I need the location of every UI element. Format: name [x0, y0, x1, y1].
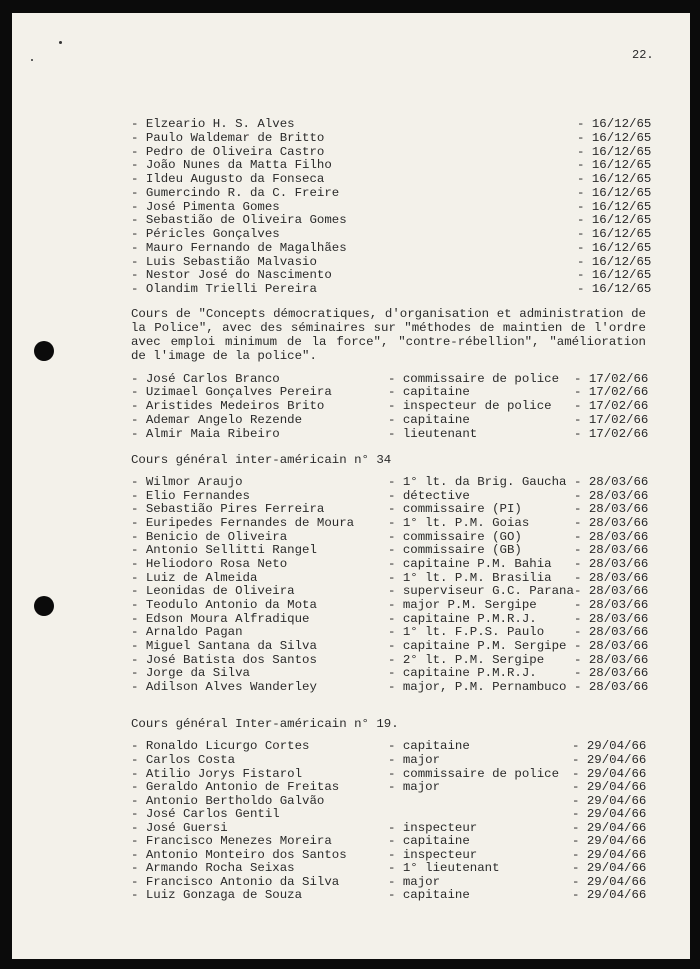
- entry-date: - 28/03/66: [574, 653, 649, 667]
- entry-role: - 2° lt. P.M. Sergipe: [388, 653, 545, 667]
- entry-role: - capitaine: [388, 888, 470, 902]
- entry-role: - capitaine: [388, 834, 470, 848]
- entry-name: - Ademar Angelo Rezende: [131, 413, 303, 427]
- entry-date: - 28/03/66: [574, 584, 649, 598]
- entry-date: - 16/12/65: [577, 172, 652, 186]
- entry-name: - Pedro de Oliveira Castro: [131, 145, 325, 159]
- entry-name: - Péricles Gonçalves: [131, 227, 280, 241]
- entry-date: - 28/03/66: [574, 680, 649, 694]
- page-number: 22.: [632, 48, 654, 62]
- entry-name: - Antonio Monteiro dos Santos: [131, 848, 347, 862]
- entry-date: - 28/03/66: [574, 666, 649, 680]
- entry-date: - 16/12/65: [577, 241, 652, 255]
- entry-role: - détective: [388, 489, 470, 503]
- entry-role: - commissaire de police: [388, 372, 560, 386]
- paper-speck: [31, 59, 33, 61]
- entry-name: - Carlos Costa: [131, 753, 236, 767]
- entry-name: - Francisco Antonio da Silva: [131, 875, 340, 889]
- entry-role: - inspecteur: [388, 821, 478, 835]
- entry-role: - 1° lieutenant: [388, 861, 500, 875]
- entry-date: - 29/04/66: [572, 875, 647, 889]
- entry-date: - 16/12/65: [577, 131, 652, 145]
- entry-name: - José Batista dos Santos: [131, 653, 317, 667]
- entry-date: - 28/03/66: [574, 502, 649, 516]
- entry-role: - inspecteur de police: [388, 399, 552, 413]
- entry-name: - Nestor José do Nascimento: [131, 268, 332, 282]
- entry-name: - Elzeario H. S. Alves: [131, 117, 295, 131]
- entry-name: - Ronaldo Licurgo Cortes: [131, 739, 310, 753]
- entry-name: - Antonio Bertholdo Galvão: [131, 794, 325, 808]
- entry-name: - José Carlos Branco: [131, 372, 280, 386]
- entry-role: - commissaire (GO): [388, 530, 522, 544]
- entry-name: - Arnaldo Pagan: [131, 625, 243, 639]
- entry-date: - 29/04/66: [572, 807, 647, 821]
- entry-date: - 29/04/66: [572, 834, 647, 848]
- entry-role: - major, P.M. Pernambuco: [388, 680, 567, 694]
- entry-date: - 28/03/66: [574, 516, 649, 530]
- entry-role: - commissaire de police: [388, 767, 560, 781]
- entry-role: - commissaire (PI): [388, 502, 522, 516]
- entry-date: - 16/12/65: [577, 227, 652, 241]
- entry-date: - 29/04/66: [572, 780, 647, 794]
- entry-role: - 1° lt. F.P.S. Paulo: [388, 625, 545, 639]
- entry-date: - 28/03/66: [574, 571, 649, 585]
- entry-role: - superviseur G.C. Parana: [388, 584, 574, 598]
- entry-date: - 28/03/66: [574, 625, 649, 639]
- entry-date: - 16/12/65: [577, 186, 652, 200]
- entry-date: - 29/04/66: [572, 888, 647, 902]
- entry-name: - José Guersi: [131, 821, 228, 835]
- entry-role: - major: [388, 875, 441, 889]
- entry-name: - Edson Moura Alfradique: [131, 612, 310, 626]
- entry-name: - Antonio Sellitti Rangel: [131, 543, 317, 557]
- entry-name: - Sebastião Pires Ferreira: [131, 502, 325, 516]
- entry-name: - Sebastião de Oliveira Gomes: [131, 213, 347, 227]
- entry-name: - Luiz Gonzaga de Souza: [131, 888, 303, 902]
- entry-role: - capitaine: [388, 385, 470, 399]
- entry-date: - 17/02/66: [574, 399, 649, 413]
- entry-date: - 29/04/66: [572, 861, 647, 875]
- entry-name: - João Nunes da Matta Filho: [131, 158, 332, 172]
- entry-name: - Elio Fernandes: [131, 489, 250, 503]
- entry-name: - Luis Sebastião Malvasio: [131, 255, 317, 269]
- entry-date: - 16/12/65: [577, 213, 652, 227]
- entry-date: - 28/03/66: [574, 489, 649, 503]
- entry-role: - capitaine P.M. Sergipe: [388, 639, 567, 653]
- entry-date: - 29/04/66: [572, 794, 647, 808]
- entry-date: - 29/04/66: [572, 753, 647, 767]
- entry-name: - José Carlos Gentil: [131, 807, 280, 821]
- entry-name: - Luiz de Almeida: [131, 571, 258, 585]
- entry-date: - 28/03/66: [574, 475, 649, 489]
- entry-name: - Miguel Santana da Silva: [131, 639, 317, 653]
- entry-date: - 16/12/65: [577, 200, 652, 214]
- entry-date: - 28/03/66: [574, 598, 649, 612]
- entry-name: - Francisco Menezes Moreira: [131, 834, 332, 848]
- entry-name: - Ildeu Augusto da Fonseca: [131, 172, 325, 186]
- entry-name: - Gumercindo R. da C. Freire: [131, 186, 340, 200]
- entry-date: - 17/02/66: [574, 385, 649, 399]
- course-heading: Cours général inter-américain n° 34: [131, 453, 392, 467]
- entry-date: - 28/03/66: [574, 530, 649, 544]
- course-description: Cours de "Concepts démocratiques, d'organisation et administration de la Police", avec des séminaires sur "méthodes de maintien de l'ordre avec emploi minimum de la force", "contre-rébellion", "amélioration de l'image de la police".: [131, 307, 646, 363]
- entry-date: - 16/12/65: [577, 268, 652, 282]
- entry-name: - Euripedes Fernandes de Moura: [131, 516, 355, 530]
- entry-date: - 28/03/66: [574, 557, 649, 571]
- entry-role: - capitaine: [388, 413, 470, 427]
- course-heading: Cours général Inter-américain n° 19.: [131, 717, 399, 731]
- entry-date: - 16/12/65: [577, 158, 652, 172]
- entry-name: - Armando Rocha Seixas: [131, 861, 295, 875]
- entry-role: - 1° lt. P.M. Goias: [388, 516, 530, 530]
- entry-role: - capitaine P.M.R.J.: [388, 666, 537, 680]
- entry-name: - Heliodoro Rosa Neto: [131, 557, 288, 571]
- entry-name: - Jorge da Silva: [131, 666, 250, 680]
- entry-name: - Wilmor Araujo: [131, 475, 243, 489]
- entry-date: - 29/04/66: [572, 821, 647, 835]
- entry-date: - 17/02/66: [574, 372, 649, 386]
- entry-name: - Paulo Waldemar de Britto: [131, 131, 325, 145]
- entry-name: - Benicio de Oliveira: [131, 530, 288, 544]
- entry-role: - capitaine P.M.R.J.: [388, 612, 537, 626]
- entry-name: - Leonidas de Oliveira: [131, 584, 295, 598]
- entry-date: - 28/03/66: [574, 543, 649, 557]
- entry-role: - capitaine P.M. Bahia: [388, 557, 552, 571]
- entry-role: - 1° lt. da Brig. Gaucha: [388, 475, 567, 489]
- paper-speck: [59, 41, 62, 44]
- entry-name: - José Pimenta Gomes: [131, 200, 280, 214]
- entry-date: - 16/12/65: [577, 255, 652, 269]
- entry-date: - 29/04/66: [572, 739, 647, 753]
- entry-date: - 28/03/66: [574, 639, 649, 653]
- entry-role: - major: [388, 780, 441, 794]
- entry-name: - Teodulo Antonio da Mota: [131, 598, 317, 612]
- entry-name: - Geraldo Antonio de Freitas: [131, 780, 340, 794]
- entry-role: - inspecteur: [388, 848, 478, 862]
- entry-role: - major P.M. Sergipe: [388, 598, 537, 612]
- entry-date: - 17/02/66: [574, 427, 649, 441]
- entry-date: - 16/12/65: [577, 145, 652, 159]
- entry-name: - Olandim Trielli Pereira: [131, 282, 317, 296]
- entry-name: - Uzimael Gonçalves Pereira: [131, 385, 332, 399]
- entry-date: - 28/03/66: [574, 612, 649, 626]
- entry-name: - Mauro Fernando de Magalhães: [131, 241, 347, 255]
- entry-date: - 29/04/66: [572, 767, 647, 781]
- entry-name: - Almir Maia Ribeiro: [131, 427, 280, 441]
- entry-role: - 1° lt. P.M. Brasilia: [388, 571, 552, 585]
- entry-role: - capitaine: [388, 739, 470, 753]
- entry-date: - 16/12/65: [577, 282, 652, 296]
- entry-name: - Atilio Jorys Fistarol: [131, 767, 303, 781]
- punch-hole: [34, 341, 54, 361]
- entry-role: - lieutenant: [388, 427, 478, 441]
- punch-hole: [34, 596, 54, 616]
- entry-date: - 29/04/66: [572, 848, 647, 862]
- entry-date: - 16/12/65: [577, 117, 652, 131]
- entry-role: - major: [388, 753, 441, 767]
- entry-role: - commissaire (GB): [388, 543, 522, 557]
- entry-name: - Adilson Alves Wanderley: [131, 680, 317, 694]
- entry-date: - 17/02/66: [574, 413, 649, 427]
- entry-name: - Aristides Medeiros Brito: [131, 399, 325, 413]
